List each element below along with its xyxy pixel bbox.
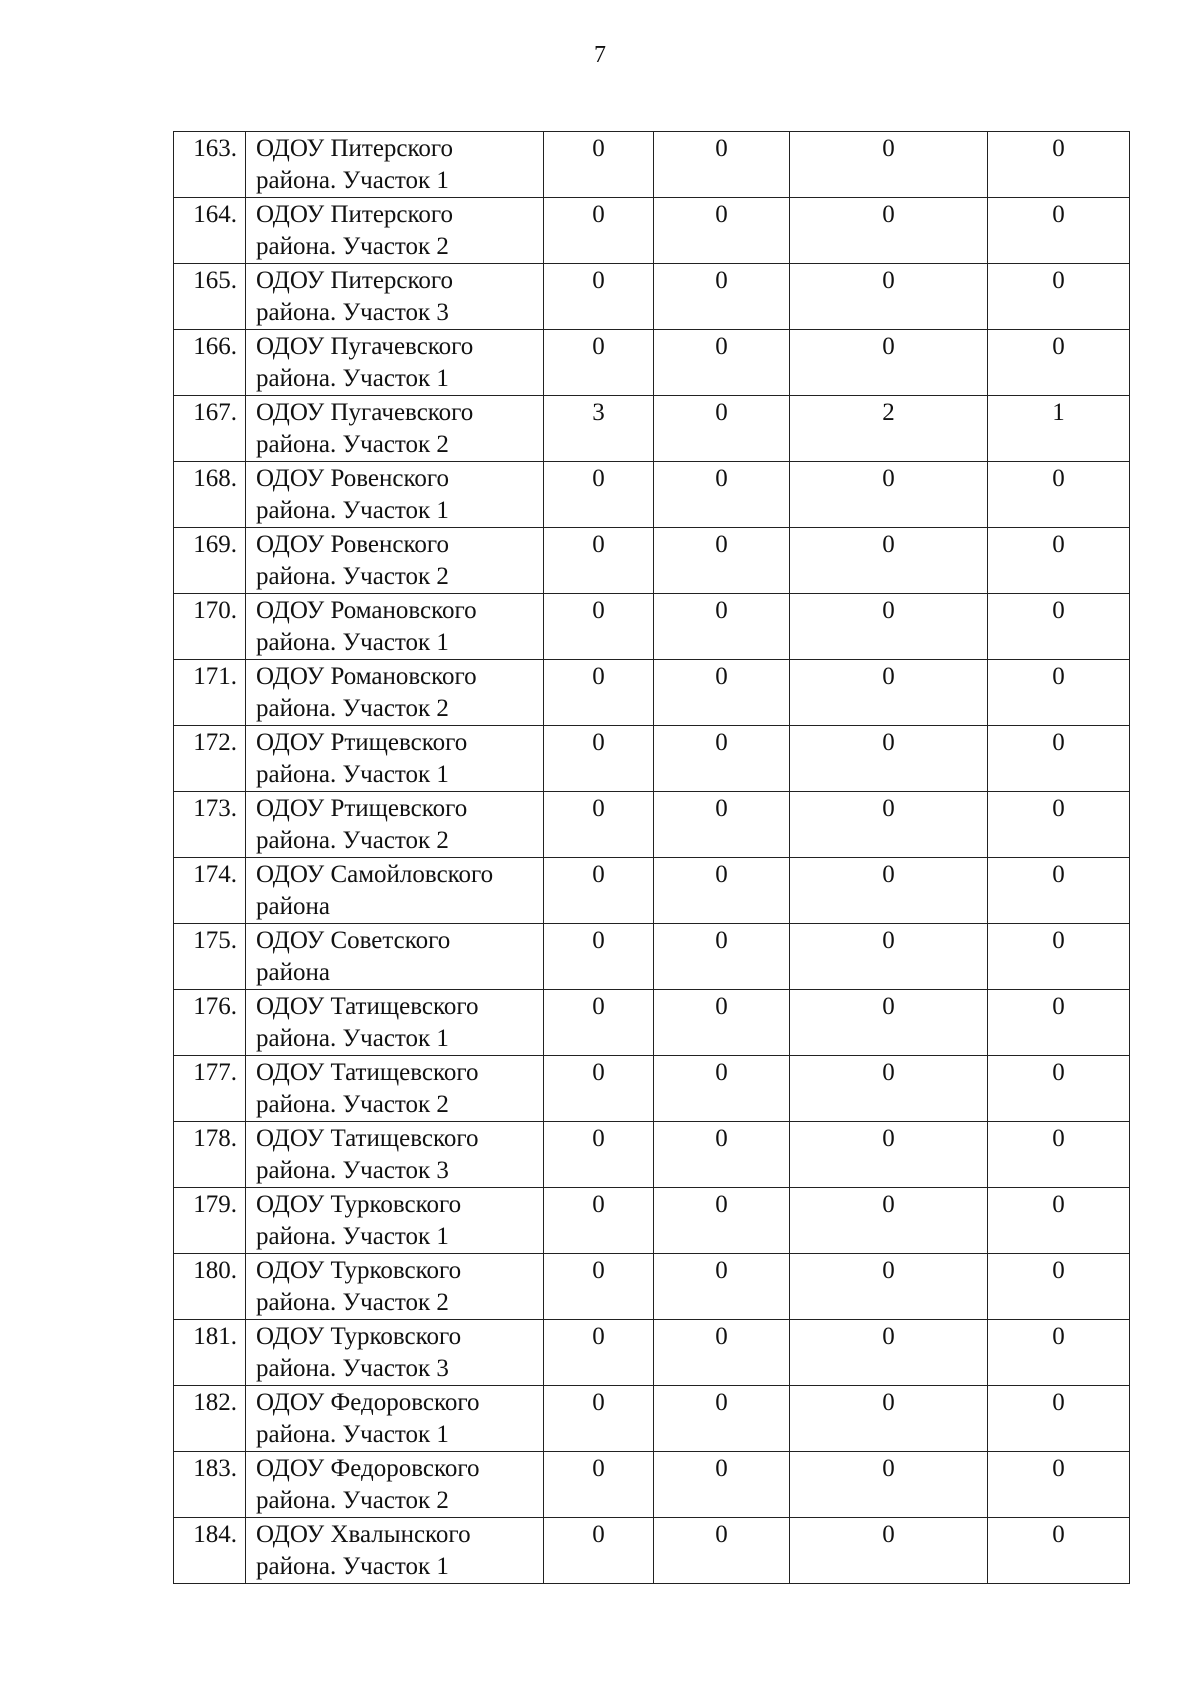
value-col-2: 0 xyxy=(654,1056,790,1122)
value-col-3: 0 xyxy=(790,1056,988,1122)
row-number: 184. xyxy=(174,1518,246,1584)
institution-name-line1: ОДОУ Пугачевского xyxy=(256,399,474,426)
value-col-3: 0 xyxy=(790,1518,988,1584)
value-col-1: 0 xyxy=(544,264,654,330)
value-col-2: 0 xyxy=(654,1320,790,1386)
table-row xyxy=(174,132,1130,198)
value-col-2: 0 xyxy=(654,330,790,396)
institution-name-line2: района. Участок 1 xyxy=(256,761,449,788)
institution-name-line2: района. Участок 2 xyxy=(256,1487,449,1514)
institution-name-line1: ОДОУ Пугачевского xyxy=(256,333,474,360)
table-row xyxy=(174,1188,1130,1254)
value-col-3: 0 xyxy=(790,1188,988,1254)
value-col-2: 0 xyxy=(654,1452,790,1518)
value-col-4: 0 xyxy=(988,1122,1130,1188)
value-col-4: 0 xyxy=(988,858,1130,924)
value-col-1: 0 xyxy=(544,1518,654,1584)
table-row xyxy=(174,462,1130,528)
row-number: 163. xyxy=(174,132,246,198)
institution-name-line2: района. Участок 2 xyxy=(256,431,449,458)
value-col-2: 0 xyxy=(654,858,790,924)
institution-name xyxy=(246,330,544,396)
institution-name-line2: района. Участок 2 xyxy=(256,827,449,854)
institution-name-line1: ОДОУ Питерского xyxy=(256,135,454,162)
institution-name-line1: ОДОУ Татищевского xyxy=(256,1059,479,1086)
institution-name-line2: района. Участок 2 xyxy=(256,695,449,722)
value-col-2: 0 xyxy=(654,462,790,528)
institution-name-line2: района. Участок 1 xyxy=(256,1025,449,1052)
table-row xyxy=(174,198,1130,264)
value-col-3: 0 xyxy=(790,726,988,792)
value-col-3: 0 xyxy=(790,1386,988,1452)
value-col-3: 0 xyxy=(790,660,988,726)
institution-name-line1: ОДОУ Романовского xyxy=(256,597,477,624)
institution-name xyxy=(246,1518,544,1584)
institution-name-line2: района. Участок 1 xyxy=(256,1421,449,1448)
value-col-3: 0 xyxy=(790,594,988,660)
value-col-3: 0 xyxy=(790,1320,988,1386)
institution-name-line1: ОДОУ Татищевского xyxy=(256,1125,479,1152)
row-number: 168. xyxy=(174,462,246,528)
value-col-1: 0 xyxy=(544,1056,654,1122)
value-col-2: 0 xyxy=(654,1122,790,1188)
value-col-2: 0 xyxy=(654,1518,790,1584)
table-row xyxy=(174,528,1130,594)
row-number: 182. xyxy=(174,1386,246,1452)
institution-name-line1: ОДОУ Хвалынского xyxy=(256,1521,471,1548)
value-col-3: 0 xyxy=(790,462,988,528)
institution-name-line2: района. Участок 1 xyxy=(256,1553,449,1580)
value-col-4: 0 xyxy=(988,660,1130,726)
value-col-2: 0 xyxy=(654,990,790,1056)
institution-name xyxy=(246,990,544,1056)
value-col-3: 0 xyxy=(790,792,988,858)
institution-name-line2: района. Участок 2 xyxy=(256,233,449,260)
value-col-1: 0 xyxy=(544,990,654,1056)
value-col-4: 0 xyxy=(988,1518,1130,1584)
table-row xyxy=(174,1254,1130,1320)
table-row xyxy=(174,396,1130,462)
value-col-4: 0 xyxy=(988,1254,1130,1320)
institution-name-line1: ОДОУ Питерского xyxy=(256,201,454,228)
institution-name xyxy=(246,726,544,792)
institution-name-line2: района. Участок 3 xyxy=(256,1157,449,1184)
table-row xyxy=(174,990,1130,1056)
row-number: 180. xyxy=(174,1254,246,1320)
value-col-3: 0 xyxy=(790,1452,988,1518)
value-col-2: 0 xyxy=(654,264,790,330)
value-col-4: 0 xyxy=(988,264,1130,330)
value-col-2: 0 xyxy=(654,1254,790,1320)
institution-name xyxy=(246,264,544,330)
value-col-1: 0 xyxy=(544,792,654,858)
institution-name-line2: района. Участок 1 xyxy=(256,365,449,392)
institution-name-line2: района. Участок 2 xyxy=(256,1091,449,1118)
institution-name xyxy=(246,858,544,924)
value-col-3: 0 xyxy=(790,198,988,264)
table-row xyxy=(174,594,1130,660)
table-row xyxy=(174,792,1130,858)
row-number: 183. xyxy=(174,1452,246,1518)
value-col-1: 0 xyxy=(544,1188,654,1254)
institution-name-line1: ОДОУ Турковского xyxy=(256,1191,462,1218)
row-number: 175. xyxy=(174,924,246,990)
institution-name-line1: ОДОУ Федоровского xyxy=(256,1455,480,1482)
table-row xyxy=(174,1518,1130,1584)
institution-name xyxy=(246,594,544,660)
row-number: 170. xyxy=(174,594,246,660)
value-col-3: 0 xyxy=(790,1254,988,1320)
value-col-1: 0 xyxy=(544,660,654,726)
institution-name xyxy=(246,1188,544,1254)
institution-name-line2: района. Участок 1 xyxy=(256,167,449,194)
value-col-1: 0 xyxy=(544,1122,654,1188)
value-col-1: 0 xyxy=(544,528,654,594)
value-col-4: 0 xyxy=(988,726,1130,792)
institution-name-line2: района. Участок 3 xyxy=(256,1355,449,1382)
institution-name-line1: ОДОУ Турковского xyxy=(256,1323,462,1350)
institution-name-line1: ОДОУ Романовского xyxy=(256,663,477,690)
institution-name xyxy=(246,1386,544,1452)
row-number: 176. xyxy=(174,990,246,1056)
value-col-2: 0 xyxy=(654,924,790,990)
institution-name xyxy=(246,132,544,198)
table-row xyxy=(174,1122,1130,1188)
value-col-1: 0 xyxy=(544,462,654,528)
value-col-4: 0 xyxy=(988,198,1130,264)
value-col-1: 0 xyxy=(544,726,654,792)
value-col-3: 0 xyxy=(790,132,988,198)
institution-name-line1: ОДОУ Ртищевского xyxy=(256,795,468,822)
institution-name xyxy=(246,1452,544,1518)
row-number: 164. xyxy=(174,198,246,264)
value-col-2: 0 xyxy=(654,132,790,198)
value-col-4: 0 xyxy=(988,132,1130,198)
institution-name xyxy=(246,792,544,858)
row-number: 166. xyxy=(174,330,246,396)
row-number: 165. xyxy=(174,264,246,330)
institution-name-line2: района xyxy=(256,959,330,986)
institution-name-line2: района. Участок 1 xyxy=(256,497,449,524)
table-row xyxy=(174,1386,1130,1452)
value-col-2: 0 xyxy=(654,660,790,726)
institution-name xyxy=(246,198,544,264)
value-col-1: 0 xyxy=(544,1386,654,1452)
institution-name xyxy=(246,528,544,594)
row-number: 171. xyxy=(174,660,246,726)
value-col-4: 0 xyxy=(988,1056,1130,1122)
table-row xyxy=(174,858,1130,924)
value-col-1: 0 xyxy=(544,924,654,990)
institution-name xyxy=(246,396,544,462)
institution-name-line2: района. Участок 2 xyxy=(256,563,449,590)
report-table xyxy=(173,131,1130,1584)
value-col-3: 0 xyxy=(790,528,988,594)
institution-name xyxy=(246,660,544,726)
table-row xyxy=(174,660,1130,726)
row-number: 167. xyxy=(174,396,246,462)
value-col-3: 0 xyxy=(790,1122,988,1188)
institution-name-line1: ОДОУ Ровенского xyxy=(256,531,449,558)
value-col-3: 0 xyxy=(790,330,988,396)
row-number: 177. xyxy=(174,1056,246,1122)
institution-name-line1: ОДОУ Самойловского xyxy=(256,861,494,888)
value-col-3: 0 xyxy=(790,990,988,1056)
value-col-3: 0 xyxy=(790,858,988,924)
value-col-4: 0 xyxy=(988,1386,1130,1452)
value-col-4: 0 xyxy=(988,924,1130,990)
value-col-2: 0 xyxy=(654,726,790,792)
row-number: 179. xyxy=(174,1188,246,1254)
row-number: 174. xyxy=(174,858,246,924)
value-col-1: 0 xyxy=(544,198,654,264)
page-number: 7 xyxy=(594,42,606,68)
table-row xyxy=(174,924,1130,990)
value-col-2: 0 xyxy=(654,1188,790,1254)
table-row xyxy=(174,1056,1130,1122)
table-row xyxy=(174,1320,1130,1386)
institution-name-line1: ОДОУ Советского xyxy=(256,927,451,954)
value-col-1: 0 xyxy=(544,330,654,396)
institution-name xyxy=(246,462,544,528)
institution-name-line2: района. Участок 1 xyxy=(256,629,449,656)
value-col-4: 0 xyxy=(988,594,1130,660)
table-row xyxy=(174,330,1130,396)
table-row xyxy=(174,726,1130,792)
institution-name-line2: района. Участок 2 xyxy=(256,1289,449,1316)
institution-name xyxy=(246,1320,544,1386)
value-col-2: 0 xyxy=(654,198,790,264)
institution-name xyxy=(246,924,544,990)
institution-name-line1: ОДОУ Питерского xyxy=(256,267,454,294)
row-number: 181. xyxy=(174,1320,246,1386)
value-col-4: 0 xyxy=(988,462,1130,528)
value-col-4: 0 xyxy=(988,792,1130,858)
value-col-4: 0 xyxy=(988,1320,1130,1386)
value-col-1: 0 xyxy=(544,858,654,924)
value-col-4: 0 xyxy=(988,990,1130,1056)
institution-name-line2: района. Участок 3 xyxy=(256,299,449,326)
value-col-2: 0 xyxy=(654,528,790,594)
row-number: 178. xyxy=(174,1122,246,1188)
institution-name-line1: ОДОУ Федоровского xyxy=(256,1389,480,1416)
value-col-3: 2 xyxy=(790,396,988,462)
value-col-1: 0 xyxy=(544,1320,654,1386)
value-col-4: 0 xyxy=(988,330,1130,396)
value-col-4: 1 xyxy=(988,396,1130,462)
value-col-4: 0 xyxy=(988,1188,1130,1254)
value-col-2: 0 xyxy=(654,396,790,462)
table-row xyxy=(174,1452,1130,1518)
value-col-2: 0 xyxy=(654,792,790,858)
value-col-3: 0 xyxy=(790,264,988,330)
value-col-1: 0 xyxy=(544,132,654,198)
value-col-2: 0 xyxy=(654,1386,790,1452)
institution-name-line1: ОДОУ Турковского xyxy=(256,1257,462,1284)
value-col-3: 0 xyxy=(790,924,988,990)
row-number: 172. xyxy=(174,726,246,792)
institution-name-line1: ОДОУ Ровенского xyxy=(256,465,449,492)
row-number: 173. xyxy=(174,792,246,858)
value-col-1: 3 xyxy=(544,396,654,462)
value-col-1: 0 xyxy=(544,594,654,660)
institution-name-line2: района. Участок 1 xyxy=(256,1223,449,1250)
institution-name xyxy=(246,1056,544,1122)
institution-name xyxy=(246,1254,544,1320)
institution-name-line1: ОДОУ Ртищевского xyxy=(256,729,468,756)
value-col-2: 0 xyxy=(654,594,790,660)
value-col-4: 0 xyxy=(988,528,1130,594)
value-col-1: 0 xyxy=(544,1452,654,1518)
institution-name-line2: района xyxy=(256,893,330,920)
table-row xyxy=(174,264,1130,330)
institution-name-line1: ОДОУ Татищевского xyxy=(256,993,479,1020)
institution-name xyxy=(246,1122,544,1188)
table-body xyxy=(174,132,1130,1584)
value-col-1: 0 xyxy=(544,1254,654,1320)
row-number: 169. xyxy=(174,528,246,594)
value-col-4: 0 xyxy=(988,1452,1130,1518)
